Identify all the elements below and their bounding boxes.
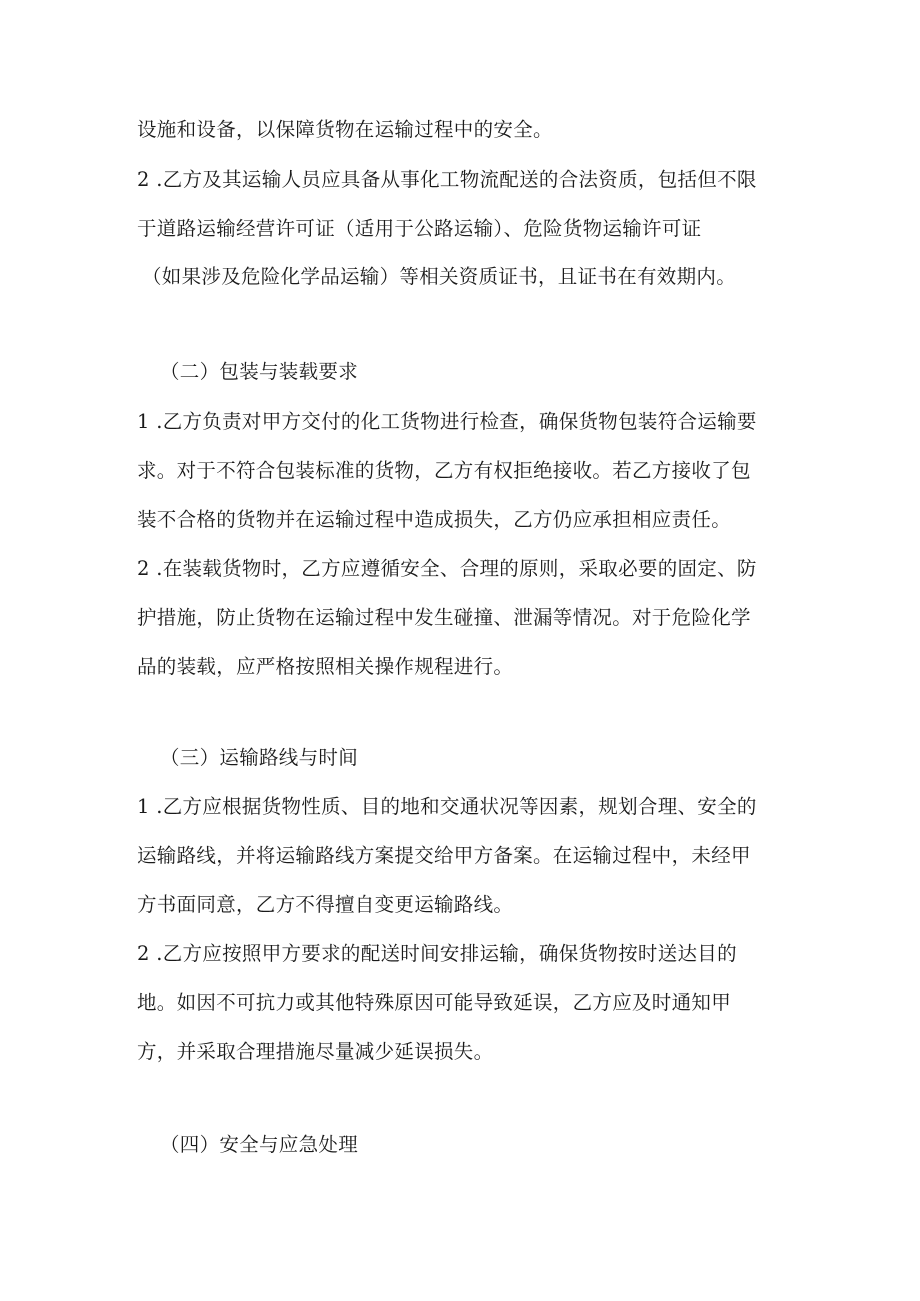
paragraph-line: 1 .乙方应根据货物性质、目的地和交通状况等因素，规划合理、安全的 — [137, 795, 757, 818]
paragraph-line: 2 .乙方应按照甲方要求的配送时间安排运输，确保货物按时送达目的 — [137, 942, 737, 965]
paragraph-line: 方，并采取合理措施尽量减少延误损失。 — [137, 1040, 494, 1063]
paragraph-line: 装不合格的货物并在运输过程中造成损失，乙方仍应承担相应责任。 — [137, 508, 732, 531]
paragraph-line: 于道路运输经营许可证（适用于公路运输）、危险货物运输许可证 — [137, 217, 702, 240]
paragraph-line: 2 .乙方及其运输人员应具备从事化工物流配送的合法资质，包括但不限 — [137, 168, 757, 191]
paragraph-line: 方书面同意，乙方不得擅自变更运输路线。 — [137, 893, 514, 916]
paragraph-line: 护措施，防止货物在运输过程中发生碰撞、泄漏等情况。对于危险化学 — [137, 606, 751, 629]
section-heading-safety-emergency: （四）安全与应急处理 — [160, 1133, 359, 1156]
paragraph-line: 2 .在装载货物时，乙方应遵循安全、合理的原则，采取必要的固定、防 — [137, 557, 757, 580]
paragraph-line: 设施和设备，以保障货物在运输过程中的安全。 — [137, 118, 553, 141]
paragraph-line: 品的装载，应严格按照相关操作规程进行。 — [137, 655, 514, 678]
section-heading-packaging: （二）包装与装载要求 — [160, 360, 359, 383]
paragraph-line: 地。如因不可抗力或其他特殊原因可能导致延误，乙方应及时通知甲 — [137, 991, 732, 1014]
paragraph-line: 求。对于不符合包装标准的货物，乙方有权拒绝接收。若乙方接收了包 — [137, 459, 751, 482]
paragraph-line: 1 .乙方负责对甲方交付的化工货物进行检查，确保货物包装符合运输要 — [137, 410, 757, 433]
section-heading-route-time: （三）运输路线与时间 — [160, 746, 359, 769]
paragraph-line: 运输路线，并将运输路线方案提交给甲方备案。在运输过程中，未经甲 — [137, 844, 751, 867]
paragraph-line: （如果涉及危险化学品运输）等相关资质证书，且证书在有效期内。 — [142, 265, 737, 288]
